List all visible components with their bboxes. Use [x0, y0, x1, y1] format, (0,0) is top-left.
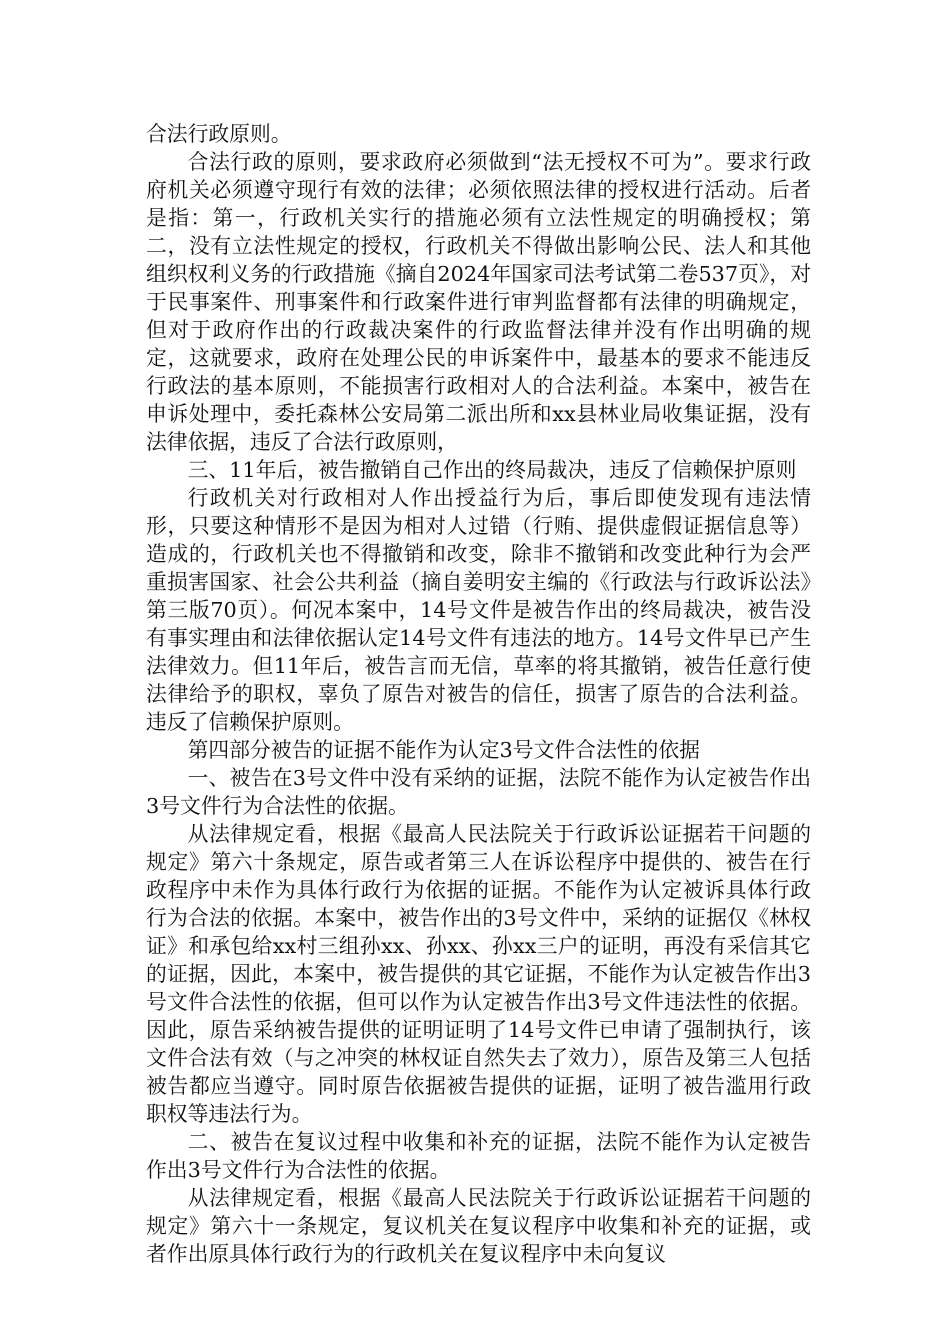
section-heading-three: 三、11年后，被告撤销自己作出的终局裁决，违反了信赖保护原则	[187, 458, 797, 482]
subheading-two: 二、被告在复议过程中收集和补充的证据，法院不能作为认定被告作出3号文件行为合法性的依据。	[146, 1130, 811, 1182]
subheading-one: 一、被告在3号文件中没有采纳的证据，法院不能作为认定被告作出3号文件行为合法性的依据。	[146, 766, 811, 818]
part-four-heading: 第四部分被告的证据不能作为认定3号文件合法性的依据	[187, 738, 700, 762]
paragraph-article-sixty: 从法律规定看，根据《最高人民法院关于行政诉讼证据若干问题的规定》第六十条规定，原告或者第三人在诉讼程序中提供的、被告在行政程序中未作为具体行政行为依据的证据。不能作为认定被诉具体行政行为合法的依据。本案中，被告作出的3号文件中，采纳的证据仅《林权证》和承包给xx村三组孙xx、孙xx、孙xx三户的证明，再没有采信其它的证据，因此，本案中，被告提供的其它证据，不能作为认定被告作出3号文件合法性的依据，但可以作为认定被告作出3号文件违法性的依据。因此，原告采纳被告提供的证明证明了14号文件已申请了强制执行，该文件合法有效（与之冲突的林权证自然失去了效力），原告及第三人包括被告都应当遵守。同时原告依据被告提供的证据，证明了被告滥用行政职权等违法行为。	[146, 822, 811, 1126]
document-body	[146, 120, 811, 1268]
paragraph-article-sixty-one: 从法律规定看，根据《最高人民法院关于行政诉讼证据若干问题的规定》第六十一条规定，复议机关在复议程序中收集和补充的证据，或者作出原具体行政行为的行政机关在复议程序中未向复议	[146, 1186, 811, 1266]
paragraph-legal-administration: 合法行政的原则，要求政府必须做到“法无授权不可为”。要求行政府机关必须遵守现行有效的法律；必须依照法律的授权进行活动。后者是指：第一，行政机关实行的措施必须有立法性规定的明确授权；第二，没有立法性规定的授权，行政机关不得做出影响公民、法人和其他组织权利义务的行政措施《摘自2024年国家司法考试第二卷537页》，对于民事案件、刑事案件和行政案件进行审判监督都有法律的明确规定，但对于政府作出的行政裁决案件的行政监督法律并没有作出明确的规定，这就要求，政府在处理公民的申诉案件中，最基本的要求不能违反行政法的基本原则，不能损害行政相对人的合法利益。本案中，被告在申诉处理中，委托森林公安局第二派出所和xx县林业局收集证据，没有法律依据，违反了合法行政原则，	[146, 150, 811, 454]
paragraph-trust-protection: 行政机关对行政相对人作出授益行为后，事后即使发现有违法情形，只要这种情形不是因为相对人过错（行贿、提供虚假证据信息等）造成的，行政机关也不得撤销和改变，除非不撤销和改变此种行为会严重损害国家、社会公共利益（摘自姜明安主编的《行政法与行政诉讼法》第三版70页）。何况本案中，14号文件是被告作出的终局裁决，被告没有事实理由和法律依据认定14号文件有违法的地方。14号文件早已产生法律效力。但11年后，被告言而无信，草率的将其撤销，被告任意行使法律给予的职权，辜负了原告对被告的信任，损害了原告的合法利益。违反了信赖保护原则。	[146, 486, 811, 734]
paragraph-closing-principle: 合法行政原则。	[146, 122, 292, 146]
